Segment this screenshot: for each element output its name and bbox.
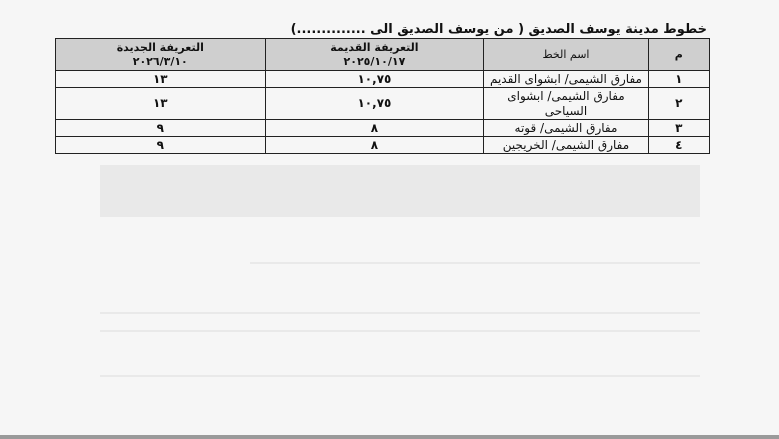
row-new-fare: ١٣ bbox=[56, 88, 266, 120]
scan-bottom-edge bbox=[0, 435, 779, 439]
header-new-fare bbox=[56, 39, 266, 71]
bleed-through-line bbox=[100, 330, 700, 332]
row-line-name: مفارق الشيمى/ قوته bbox=[484, 120, 648, 137]
row-old-fare: ١٠,٧٥ bbox=[265, 88, 484, 120]
row-no: ٤ bbox=[648, 137, 709, 154]
bleed-through-line bbox=[250, 262, 700, 264]
row-line-name: مفارق الشيمى/ ابشواى القديم bbox=[484, 71, 648, 88]
bleed-through-line bbox=[100, 375, 700, 377]
bleed-through-block bbox=[100, 165, 700, 217]
row-old-fare: ٨ bbox=[265, 137, 484, 154]
new-fare-label: التعريفة الجديدة bbox=[116, 40, 204, 54]
row-line-name: مفارق الشيمى/ الخريجين bbox=[484, 137, 648, 154]
old-fare-label: التعريفة القديمة bbox=[330, 40, 419, 54]
page-title: خطوط مدينة يوسف الصديق ( من يوسف الصديق الى ..............) bbox=[290, 22, 707, 37]
table-row bbox=[56, 137, 710, 154]
row-no: ١ bbox=[648, 71, 709, 88]
table-header-row bbox=[56, 39, 710, 71]
old-fare-date: ٢٠٢٥/١٠/١٧ bbox=[343, 54, 406, 68]
fares-table bbox=[55, 38, 710, 154]
bleed-through-line bbox=[100, 312, 700, 314]
table-row bbox=[56, 120, 710, 137]
row-no: ٢ bbox=[648, 88, 709, 120]
row-new-fare: ١٣ bbox=[56, 71, 266, 88]
row-line-name: مفارق الشيمى/ ابشواى السياحى bbox=[484, 88, 648, 120]
row-old-fare: ١٠,٧٥ bbox=[265, 71, 484, 88]
new-fare-date: ٢٠٢٦/٣/١٠ bbox=[132, 54, 188, 68]
table-row bbox=[56, 71, 710, 88]
row-new-fare: ٩ bbox=[56, 137, 266, 154]
header-line-name: اسم الخط bbox=[484, 39, 648, 71]
table-row bbox=[56, 88, 710, 120]
header-old-fare bbox=[265, 39, 484, 71]
row-no: ٣ bbox=[648, 120, 709, 137]
row-new-fare: ٩ bbox=[56, 120, 266, 137]
row-old-fare: ٨ bbox=[265, 120, 484, 137]
header-no: م bbox=[648, 39, 709, 71]
